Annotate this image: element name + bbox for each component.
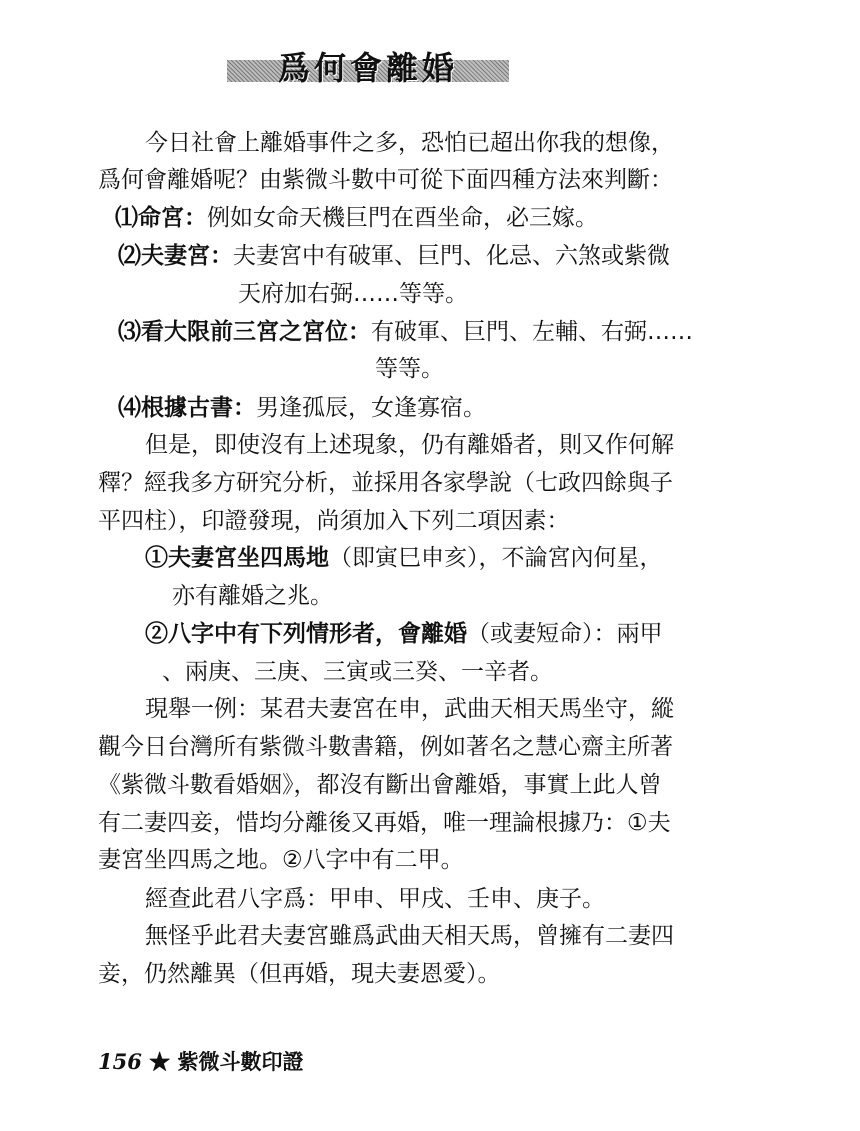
star-icon: ★ — [149, 1049, 171, 1074]
text-line: 《紫微斗數看婚姻》，都沒有斷出會離婚，事實上此人曾 — [98, 772, 662, 798]
list-item: ⑷根據古書：男逢孤辰，女逢寡宿。 — [118, 394, 486, 421]
text-line: 妾，仍然離異（但再婚，現夫妻恩愛）。 — [98, 961, 501, 987]
list-item: ①夫妻宮坐四馬地（即寅巳申亥），不論宮內何星， — [145, 544, 663, 571]
text-line: 今日社會上離婚事件之多，恐怕已超出你我的想像， — [145, 130, 674, 156]
text-line: 爲何會離婚呢？由紫微斗數中可從下面四種方法來判斷： — [98, 167, 673, 193]
text-line: 經查此君八字爲：甲申、甲戌、壬申、庚子。 — [145, 886, 605, 912]
text-line: 妻宮坐四馬之地。②八字中有二甲。 — [98, 847, 464, 873]
text-line: 現舉一例：某君夫妻宮在申，武曲天相天馬坐守，縱 — [145, 696, 674, 722]
page-footer — [98, 1046, 303, 1076]
text-line: 、兩庚、三庚、三寅或三癸、一辛者。 — [162, 659, 553, 685]
list-item: ⑵夫妻宮：夫妻宮中有破軍、巨門、化忌、六煞或紫微 — [118, 242, 670, 269]
text-line: 平四柱），印證發現，尚須加入下列二項因素： — [98, 508, 570, 534]
chapter-title: 爲何會離婚 — [277, 49, 458, 87]
text-line: 有二妻四妾，惜均分離後又再婚，唯一理論根據乃：①夫 — [98, 810, 671, 836]
list-item: ②八字中有下列情形者，會離婚（或妻短命）：兩甲 — [145, 620, 663, 647]
text-line: 等等。 — [375, 356, 444, 382]
text-line: 觀今日台灣所有紫微斗數書籍，例如著名之慧心齋主所著 — [98, 734, 673, 760]
text-line: 無怪乎此君夫妻宮雖爲武曲天相天馬，曾擁有二妻四 — [145, 923, 674, 949]
page-number: 156 — [98, 1049, 142, 1074]
text-line: 但是，即使沒有上述現象，仍有離婚者，則又作何解 — [145, 432, 674, 458]
list-item: ⑴命宮：例如女命天機巨門在酉坐命，必三嫁。 — [115, 204, 598, 231]
running-title: 紫微斗數印證 — [177, 1049, 304, 1074]
list-item: ⑶看大限前三宮之宮位：有破軍、巨門、左輔、右弼…… — [118, 318, 693, 345]
text-line: 天府加右弼……等等。 — [238, 281, 468, 307]
text-line: 亦有離婚之兆。 — [172, 583, 333, 609]
text-line: 釋？經我多方研究分析，並採用各家學說（七政四餘與子 — [98, 470, 673, 496]
chapter-heading — [227, 46, 509, 86]
